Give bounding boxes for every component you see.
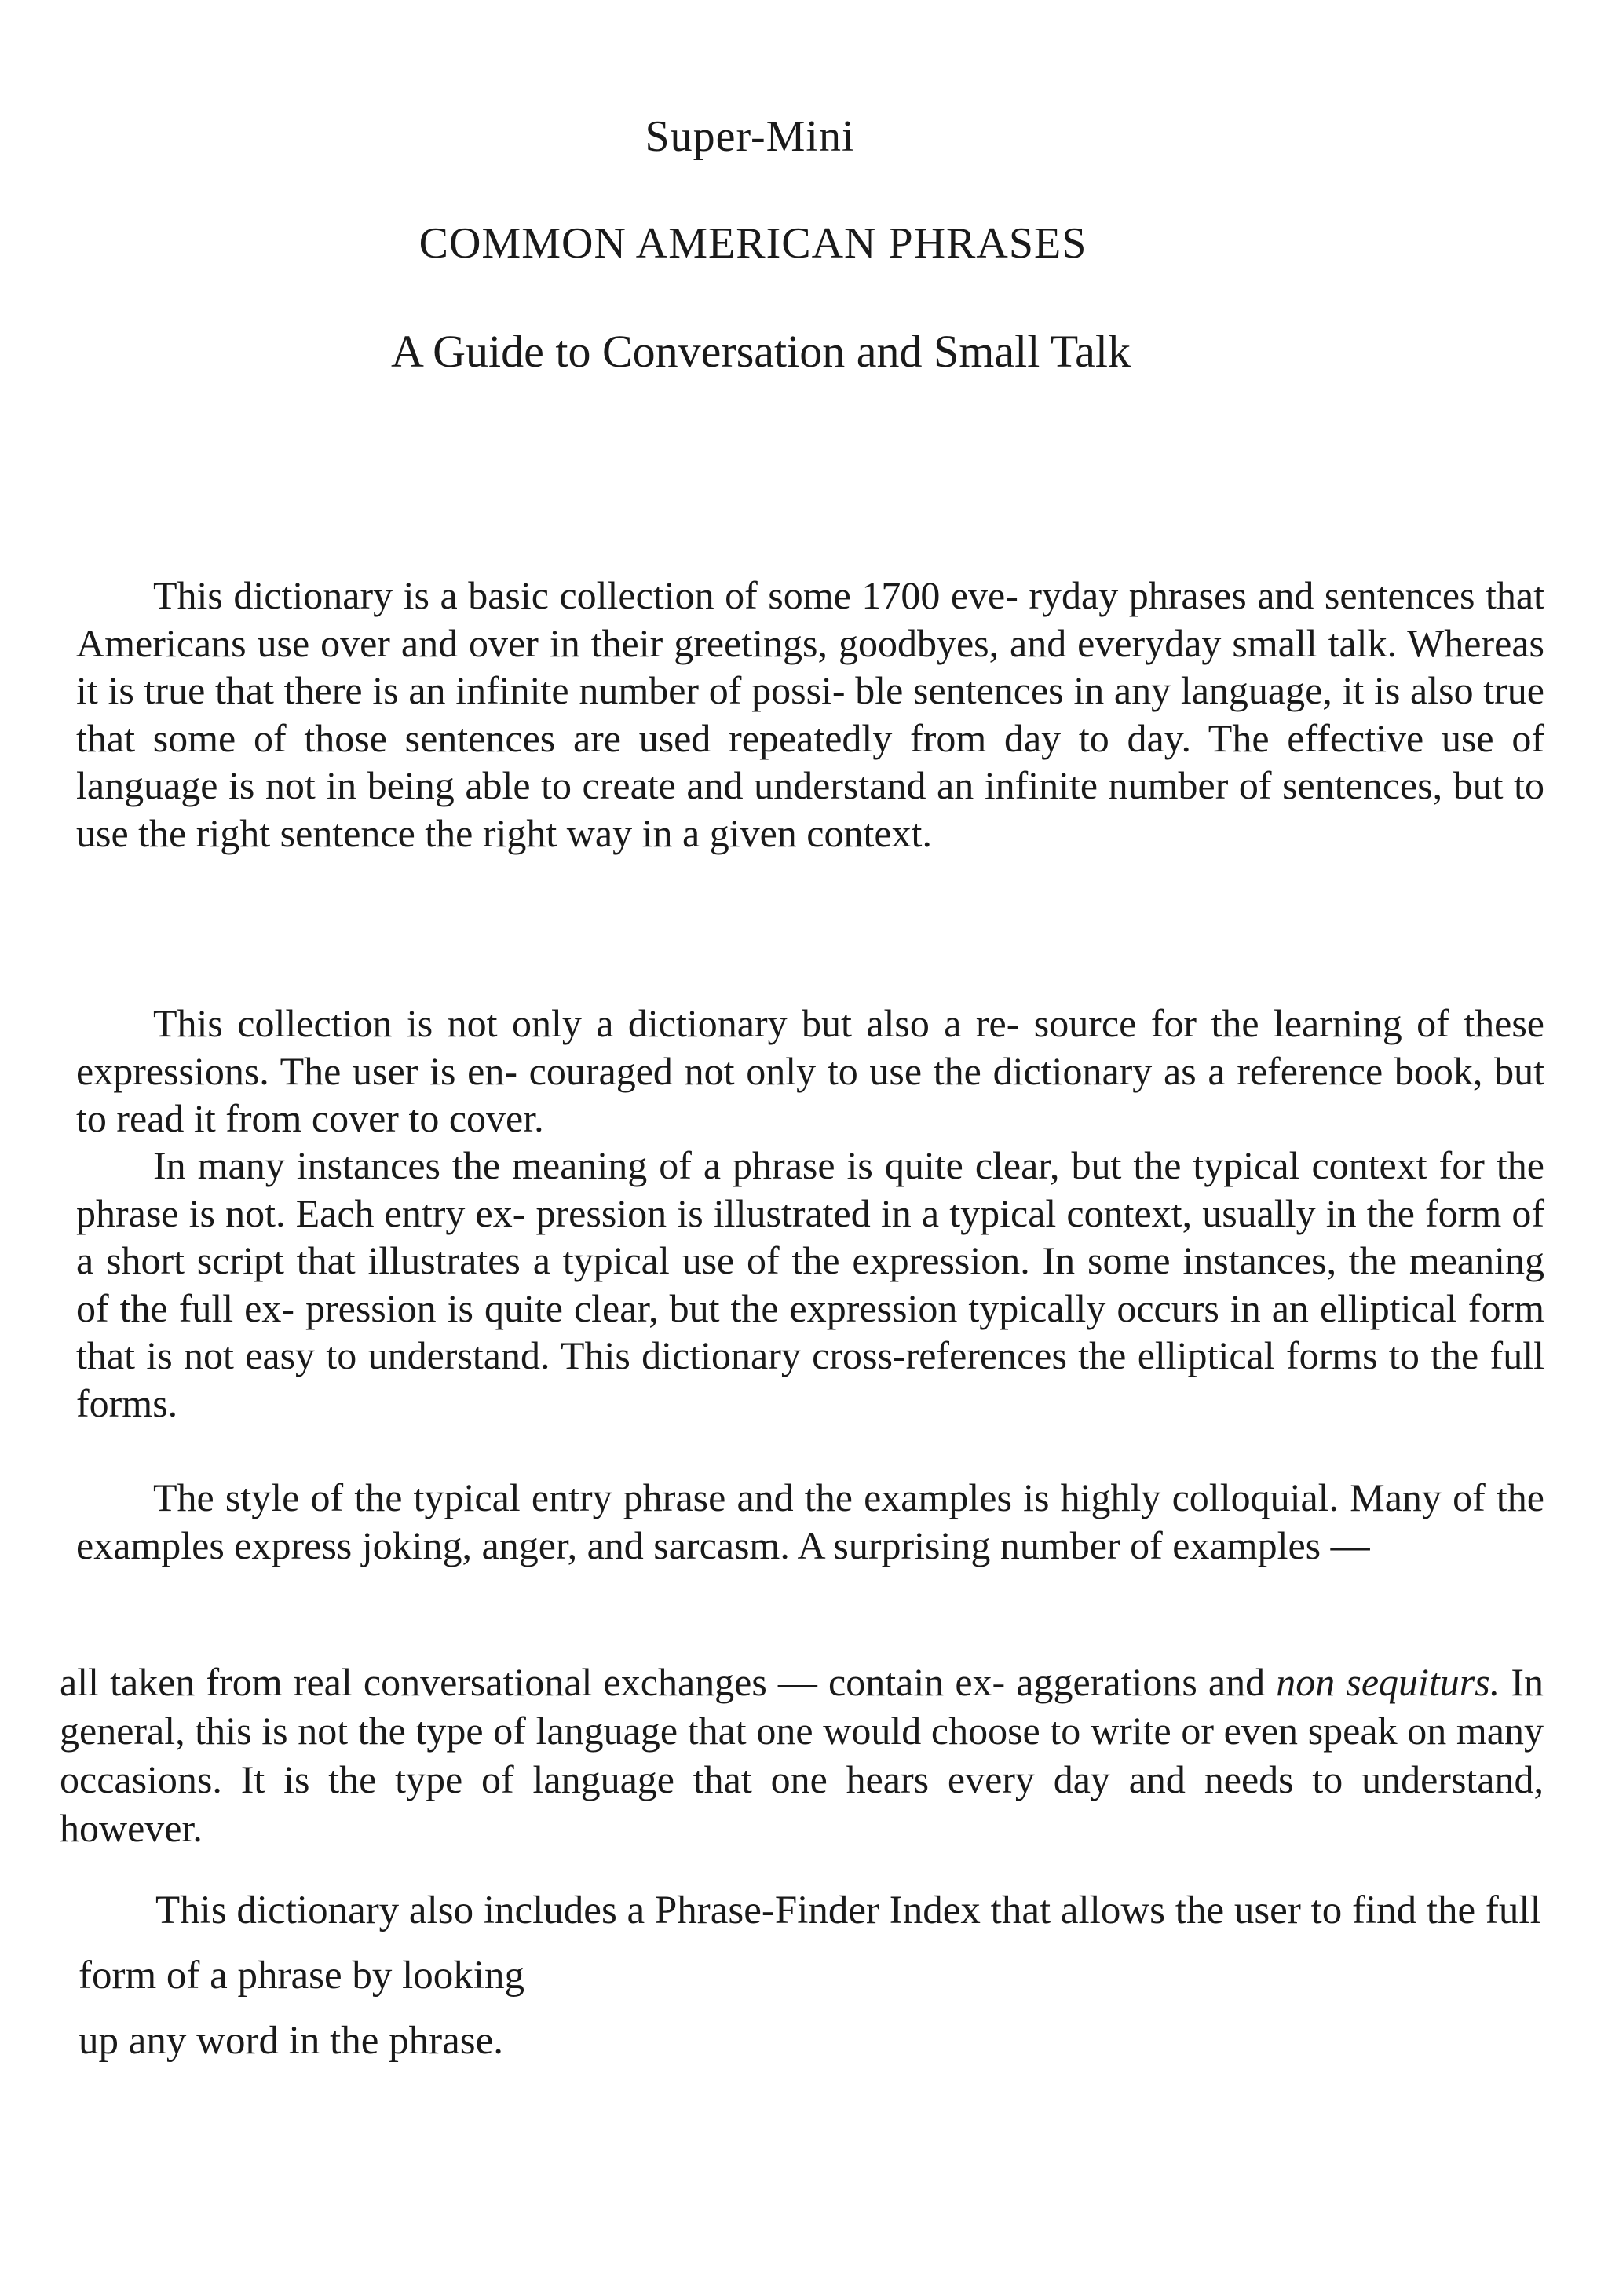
book-subtitle: A Guide to Conversation and Small Talk: [390, 326, 1131, 377]
paragraph-index: [79, 1878, 1555, 2074]
paragraph-examples-text-1: all taken from real conversational exchanges — contain ex- aggerations and: [60, 1660, 1277, 1704]
paragraph-intro: This dictionary is a basic collection of some 1700 eve- ryday phrases and sentences that Americans use over and over in their greetings, goodbyes, and everyday small talk. Whereas it is true that there is an infinite number of possi- ble sentences in any language, it is also true that some of those sentences are used repeatedly from day to day. The effective use of language is not in being able to create and understand an infinite number of sentences, but to use the right sentence the right way in a given context.: [76, 573, 1544, 855]
paragraph-examples-text-2: In general, this is not the type of language that one would choose to write or even speak on many occasions. It is the type of language that one hears every day and needs to understand, however.: [60, 1660, 1544, 1850]
paragraph-examples-italic: non sequiturs.: [1276, 1660, 1500, 1704]
paragraph-resource: This collection is not only a dictionary but also a re- source for the learning of these expressions. The user is en- couraged not only to use the dictionary as a reference book, but to read it from cover to cover.: [76, 1001, 1544, 1141]
paragraph-style: The style of the typical entry phrase and the examples is highly colloquial. Many of the examples express joking, anger, and sarcasm. A surprising number of examples —: [76, 1475, 1544, 1567]
paragraph-examples: [60, 1658, 1544, 1852]
series-title: Super-Mini: [645, 112, 855, 161]
paragraph-context: In many instances the meaning of a phrase is quite clear, but the typical context for the phrase is not. Each entry ex- pression is illustrated in a typical context, usually in the form of a short script that illustrates a typical use of the expression. In some instances, the meaning of the full ex- pression is quite clear, but the expression typically occurs in an elliptical form that is not easy to understand. This dictionary cross-references the elliptical forms to the full forms.: [76, 1143, 1544, 1425]
paragraph-index-line-2: up any word in the phrase.: [79, 2019, 504, 2063]
paragraph-index-line-1: This dictionary also includes a Phrase-Finder Index that allows the user to find the full form of a phrase by looking: [79, 1888, 1541, 1998]
book-title: COMMON AMERICAN PHRASES: [418, 219, 1087, 268]
